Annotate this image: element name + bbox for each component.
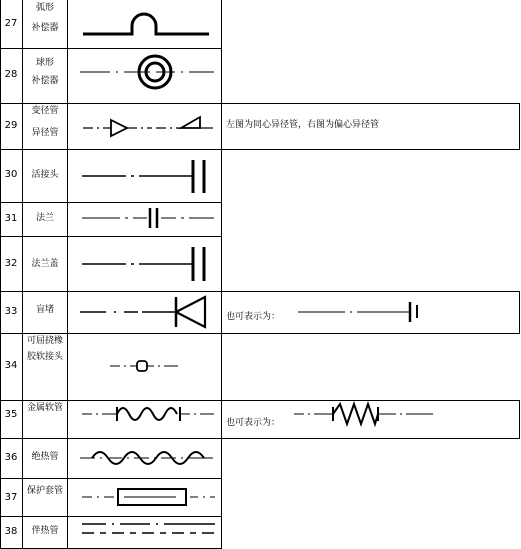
item-name-line: 异径管	[31, 128, 59, 138]
flange-symbol	[82, 208, 214, 228]
row-number: 30	[4, 169, 18, 180]
row-number: 31	[4, 213, 18, 224]
row-number: 28	[4, 69, 18, 80]
item-name-line: 可屈挠橡	[26, 336, 63, 346]
item-name-line: 补偿器	[31, 76, 59, 86]
row-number: 33	[4, 306, 18, 317]
item-name-line: 法兰	[35, 213, 54, 223]
item-name-line: 伴热管	[31, 526, 59, 536]
insulated-pipe-symbol	[80, 452, 213, 464]
reducer-symbols	[83, 117, 213, 136]
item-name-line: 绝热管	[31, 452, 59, 462]
row-number: 35	[4, 409, 18, 420]
item-name-line: 胶软接头	[26, 352, 63, 362]
blind-flange-symbol	[82, 247, 204, 281]
plug-symbol	[80, 297, 417, 327]
item-name-line: 法兰盖	[31, 259, 59, 269]
protective-sleeve-symbol	[82, 489, 215, 505]
row-number: 37	[4, 492, 18, 503]
union-symbol	[82, 160, 204, 193]
row-number: 29	[4, 120, 18, 131]
row-note: 也可表示为：	[226, 418, 281, 428]
item-name-line: 金属软管	[27, 403, 64, 413]
item-name-line: 变径管	[31, 106, 59, 116]
row-number: 34	[4, 360, 18, 371]
item-name-line: 盲堵	[35, 305, 54, 315]
item-name-line: 保护套管	[27, 486, 64, 496]
item-name-line: 球形	[35, 58, 54, 68]
row-number: 38	[4, 526, 18, 537]
item-name-line: 补偿器	[31, 23, 59, 33]
rubber-joint-symbol	[110, 361, 178, 371]
metal-hose-symbol	[82, 404, 433, 424]
ball-compensator-symbol	[80, 56, 214, 88]
tracing-pipe-symbol	[82, 524, 215, 533]
row-number: 27	[4, 18, 18, 29]
row-note: 左图为同心异径管，右图为偏心异径管	[226, 120, 380, 130]
item-name-line: 弧形	[35, 3, 54, 13]
arc-compensator-symbol	[83, 14, 209, 34]
item-name-line: 活接头	[31, 170, 59, 180]
row-number: 36	[4, 452, 18, 463]
row-number: 32	[4, 258, 18, 269]
row-note: 也可表示为：	[226, 312, 281, 322]
